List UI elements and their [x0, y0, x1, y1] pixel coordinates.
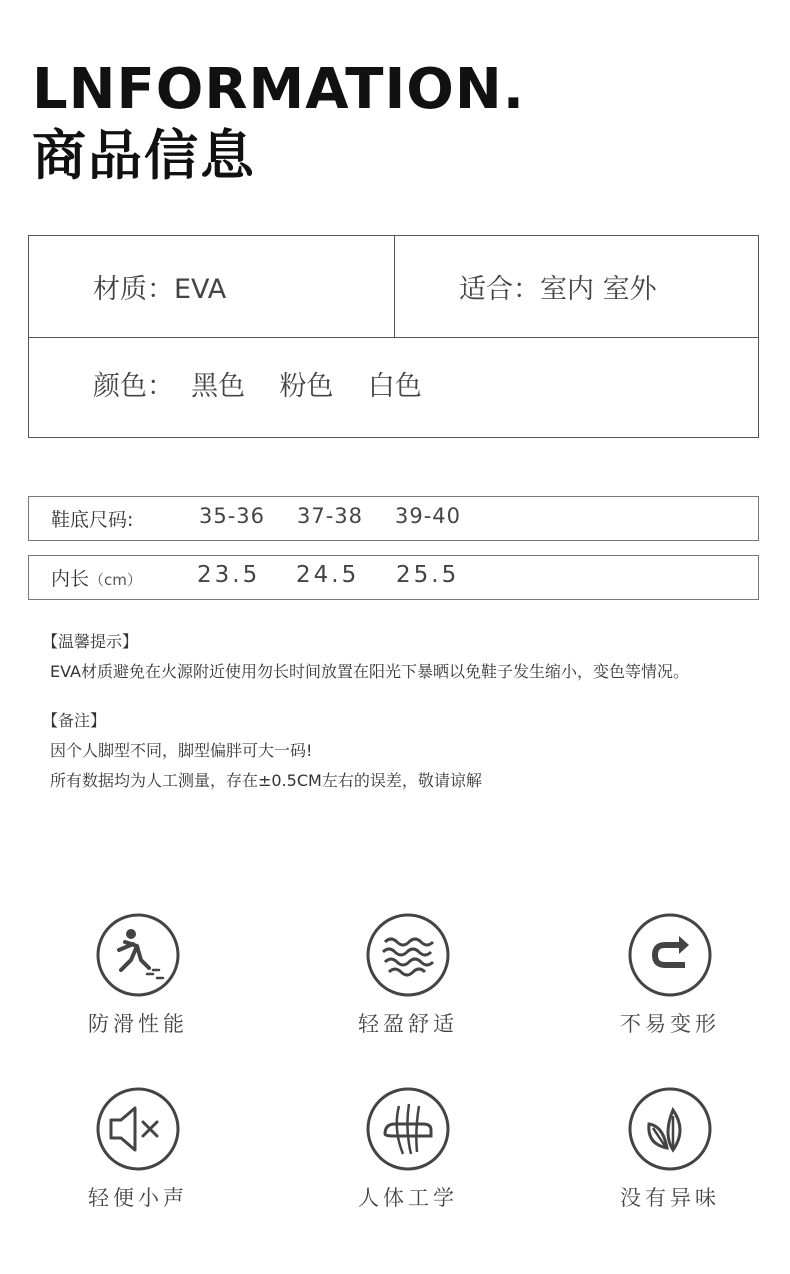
- size-row: [28, 496, 759, 541]
- feature-label-odorless: 没有异味: [620, 1186, 720, 1210]
- feature-anti-slip: [58, 912, 218, 1038]
- return-arrow-icon: [627, 912, 713, 998]
- size-value-3: 39-40: [395, 504, 462, 528]
- size-value-2: 37-38: [297, 504, 364, 528]
- info-table: [28, 235, 759, 438]
- wave-comfort-icon: [365, 912, 451, 998]
- info-divider-vertical: [394, 236, 395, 337]
- length-unit: （cm）: [89, 571, 142, 589]
- material-text: 材质：EVA: [93, 274, 227, 305]
- feature-ergonomic: [328, 1086, 488, 1212]
- feature-shape: [590, 912, 750, 1038]
- title-chinese: 商品信息: [32, 124, 256, 187]
- ergonomic-icon: [365, 1086, 451, 1172]
- length-row: [28, 555, 759, 600]
- length-value-3: 25.5: [396, 562, 460, 588]
- length-label: [51, 564, 142, 591]
- colors-text: 颜色： 黑色 粉色 白色: [93, 371, 422, 402]
- remark-heading: 【备注】: [42, 711, 107, 730]
- feature-quiet: [58, 1086, 218, 1212]
- size-label: 鞋底尺码:: [51, 509, 134, 531]
- feature-odorless: [590, 1086, 750, 1212]
- title-english: LNFORMATION.: [32, 57, 526, 122]
- size-value-1: 35-36: [199, 504, 266, 528]
- feature-label-shape: 不易变形: [620, 1012, 720, 1036]
- length-value-1: 23.5: [197, 562, 261, 588]
- remark-line-2: 所有数据均为人工测量，存在±0.5CM左右的误差，敬请谅解: [50, 771, 482, 790]
- anti-slip-icon: [95, 912, 181, 998]
- feature-comfort: [328, 912, 488, 1038]
- suitable-text: 适合：室内 室外: [459, 274, 657, 305]
- feature-label-comfort: 轻盈舒适: [358, 1012, 458, 1036]
- tip-heading: 【温馨提示】: [42, 632, 139, 651]
- feature-label-quiet: 轻便小声: [88, 1186, 188, 1210]
- length-value-2: 24.5: [296, 562, 360, 588]
- feature-label-anti-slip: 防滑性能: [88, 1012, 188, 1036]
- remark-line-1: 因个人脚型不同，脚型偏胖可大一码!: [50, 741, 313, 760]
- leaf-icon: [627, 1086, 713, 1172]
- length-label-text: 内长: [51, 568, 90, 590]
- info-divider-horizontal: [29, 337, 758, 338]
- tip-text: EVA材质避免在火源附近使用勿长时间放置在阳光下暴晒以免鞋子发生缩小，变色等情况。: [50, 662, 689, 681]
- mute-speaker-icon: [95, 1086, 181, 1172]
- feature-label-ergonomic: 人体工学: [358, 1186, 458, 1210]
